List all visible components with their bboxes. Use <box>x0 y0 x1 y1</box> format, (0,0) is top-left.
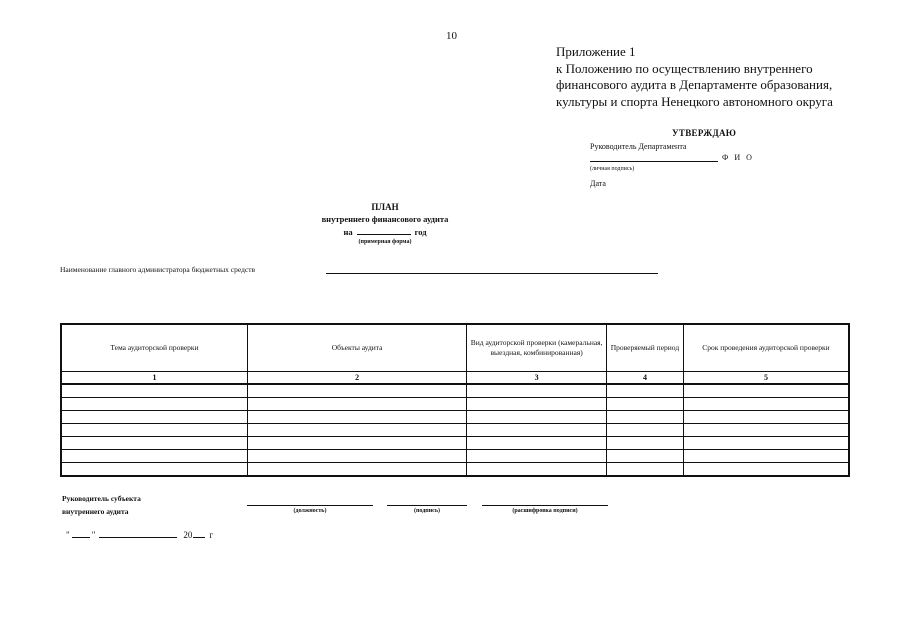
table-row <box>61 463 849 477</box>
table-cell <box>607 398 684 411</box>
table-row <box>61 398 849 411</box>
table-row <box>61 437 849 450</box>
table-header-cell: Тема аудиторской проверки <box>61 324 247 372</box>
table-cell <box>61 450 247 463</box>
signature-line <box>387 505 467 506</box>
column-number: 2 <box>247 372 466 385</box>
table-cell <box>61 463 247 477</box>
decoding-line <box>482 505 608 506</box>
date-year-blank <box>193 529 205 538</box>
approval-head: Руководитель Департамента <box>590 142 687 151</box>
approval-title: УТВЕРЖДАЮ <box>672 128 737 138</box>
footer-head-label <box>62 492 141 518</box>
table-cell <box>683 463 849 477</box>
table-cell <box>683 450 849 463</box>
table-cell <box>247 450 466 463</box>
table-cell <box>467 463 607 477</box>
table-cell <box>247 411 466 424</box>
appendix-line: финансового аудита в Департаменте образования, <box>556 77 833 92</box>
admin-label: Наименование главного администратора бюджетных средств <box>60 265 256 274</box>
plan-year-blank <box>357 226 411 235</box>
table-row <box>61 384 849 398</box>
table-cell <box>61 398 247 411</box>
appendix-block <box>556 44 833 110</box>
table-cell <box>61 437 247 450</box>
table-number-row <box>61 372 849 385</box>
table-cell <box>607 384 684 398</box>
plan-subtitle: внутреннего финансового аудита <box>321 214 449 224</box>
date-close-quote: " <box>91 530 96 540</box>
approval-signature-caption: (личная подпись) <box>590 166 635 172</box>
table-cell <box>467 450 607 463</box>
audit-plan-table <box>60 323 850 477</box>
date-month-blank <box>99 529 177 538</box>
table-header-cell: Объекты аудита <box>247 324 466 372</box>
table-cell <box>683 424 849 437</box>
footer-head-line: Руководитель субъекта <box>62 494 141 503</box>
column-number: 5 <box>683 372 849 385</box>
table-cell <box>467 437 607 450</box>
plan-year-row <box>300 226 470 237</box>
table-cell <box>683 411 849 424</box>
table-cell <box>607 450 684 463</box>
admin-input-line <box>326 273 658 274</box>
appendix-line: к Положению по осуществлению внутреннего <box>556 60 813 76</box>
plan-year-suffix: год <box>414 227 427 237</box>
column-number: 1 <box>61 372 247 385</box>
table-cell <box>247 437 466 450</box>
table-cell <box>467 424 607 437</box>
plan-title: ПЛАН <box>371 202 399 212</box>
table-cell <box>61 384 247 398</box>
page-number: 10 <box>446 30 457 42</box>
plan-form-note: (примерная форма) <box>358 239 412 245</box>
table-cell <box>683 384 849 398</box>
position-caption: (должность) <box>293 508 327 514</box>
appendix-line: культуры и спорта Ненецкого автономного округа <box>556 93 833 109</box>
table-cell <box>607 437 684 450</box>
table-cell <box>467 384 607 398</box>
table-cell <box>247 398 466 411</box>
table-cell <box>607 424 684 437</box>
table-cell <box>607 463 684 477</box>
date-day-blank <box>72 529 90 538</box>
table-header-row <box>61 324 849 372</box>
table-cell <box>61 424 247 437</box>
table-cell <box>607 411 684 424</box>
table-cell <box>247 384 466 398</box>
approval-fio: Ф И О <box>722 153 754 162</box>
table-cell <box>247 424 466 437</box>
table-header-cell: Вид аудиторской проверки (камеральная, выездная, комбинированная) <box>467 324 607 372</box>
column-number: 3 <box>467 372 607 385</box>
table-row <box>61 411 849 424</box>
approval-signature-line <box>590 161 718 162</box>
date-open-quote: " <box>66 530 70 540</box>
table-cell <box>61 411 247 424</box>
footer-head-line: внутреннего аудита <box>62 507 129 516</box>
approval-date: Дата <box>590 179 606 188</box>
table-cell <box>683 398 849 411</box>
appendix-line: Приложение 1 <box>556 44 636 59</box>
table-cell <box>247 463 466 477</box>
column-number: 4 <box>607 372 684 385</box>
plan-year-prefix: на <box>343 227 353 237</box>
table-header-cell: Срок проведения аудиторской проверки <box>683 324 849 372</box>
table-row <box>61 424 849 437</box>
table-cell <box>467 411 607 424</box>
table-row <box>61 450 849 463</box>
position-line <box>247 505 373 506</box>
decoding-caption: (расшифровка подписи) <box>512 508 578 514</box>
table-cell <box>683 437 849 450</box>
signature-caption: (подпись) <box>413 508 441 514</box>
table-header-cell: Проверяемый период <box>607 324 684 372</box>
date-year-suffix: г <box>209 530 214 540</box>
date-year-prefix: 20 <box>183 530 193 540</box>
table-cell <box>467 398 607 411</box>
footer-date-row <box>66 529 213 540</box>
